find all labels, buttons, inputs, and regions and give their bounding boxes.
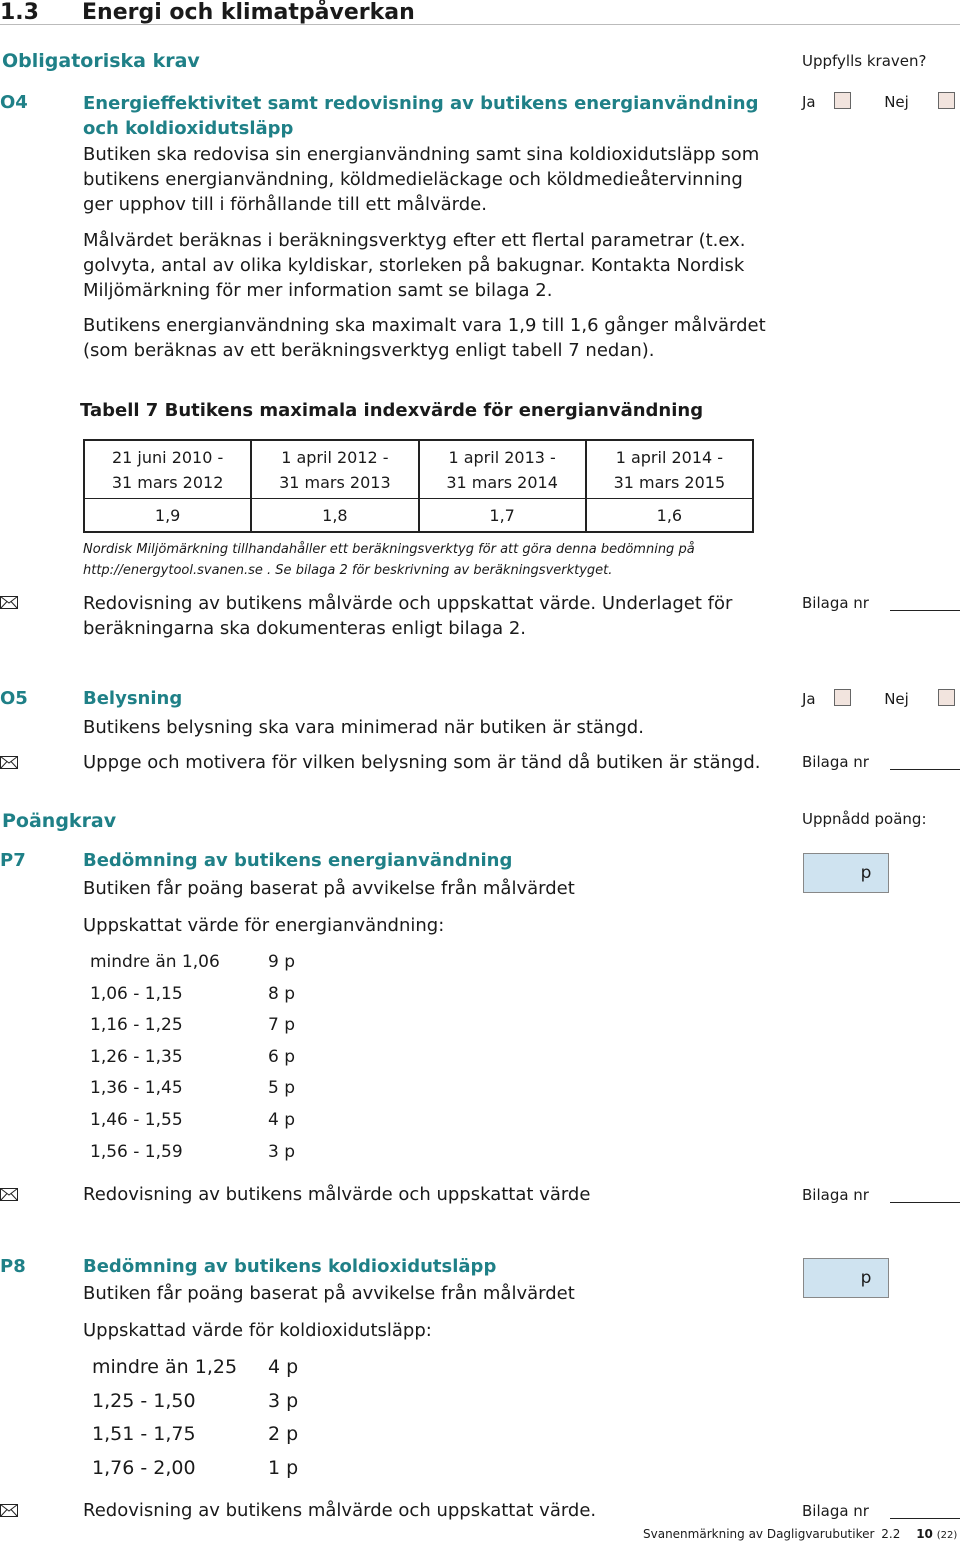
header-line: 31 mars 2015 bbox=[613, 473, 726, 492]
bilaga-label: Bilaga nr bbox=[802, 594, 869, 612]
header-line: 31 mars 2012 bbox=[111, 473, 224, 492]
scale-points: 4 p bbox=[268, 1110, 296, 1130]
p7-text: Butiken får poäng baserat på avvikelse från målvärdet bbox=[83, 878, 575, 899]
envelope-icon bbox=[0, 756, 18, 769]
text-line: Butikens energianvändning ska maximalt vara 1,9 till 1,6 gånger målvärdet bbox=[83, 315, 766, 336]
text-line: ger upphov till i förhållande till ett målvärde. bbox=[83, 194, 487, 215]
index-table bbox=[83, 439, 754, 533]
section-title bbox=[0, 0, 960, 25]
header-line: 31 mars 2014 bbox=[446, 473, 558, 492]
scale-points: 8 p bbox=[268, 984, 296, 1004]
scale-points: 3 p bbox=[268, 1390, 299, 1412]
o5-title: Belysning bbox=[83, 688, 183, 709]
section-number: 1.3 bbox=[0, 0, 39, 25]
bilaga-input-line[interactable] bbox=[890, 1518, 960, 1519]
scale-range: 1,56 - 1,59 bbox=[90, 1142, 183, 1162]
scale-points: 5 p bbox=[268, 1078, 296, 1098]
nej-label: Nej bbox=[884, 690, 909, 708]
text-line: Målvärdet beräknas i beräkningsverktyg efter ett flertal parametrar (t.ex. bbox=[83, 230, 746, 251]
scale-points: 1 p bbox=[268, 1457, 299, 1479]
envelope-icon bbox=[0, 1504, 18, 1517]
o5-code: O5 bbox=[0, 688, 28, 709]
uppnadd-label: Uppnådd poäng: bbox=[802, 810, 927, 828]
bilaga-label: Bilaga nr bbox=[802, 1186, 869, 1204]
p7-redovisning: Redovisning av butikens målvärde och uppskattat värde bbox=[83, 1184, 591, 1205]
section-title-text: Energi och klimatpåverkan bbox=[82, 0, 415, 25]
footer-version: 2.2 bbox=[881, 1527, 901, 1541]
p8-title: Bedömning av butikens koldioxidutsläpp bbox=[83, 1256, 497, 1277]
header-line: 21 juni 2010 - bbox=[111, 448, 224, 467]
note-line: Nordisk Miljömärkning tillhandahåller ett beräkningsverktyg för att göra denna bedömning på bbox=[83, 542, 695, 557]
footer-total-pages: (22) bbox=[936, 1530, 958, 1541]
o4-code: O4 bbox=[0, 92, 28, 113]
nej-label: Nej bbox=[884, 93, 909, 111]
bilaga-input-line[interactable] bbox=[890, 1202, 960, 1203]
table-header-cell bbox=[84, 440, 251, 499]
text-line: golvyta, antal av olika kyldiskar, storleken på bakugnar. Kontakta Nordisk bbox=[83, 255, 745, 276]
p8-text: Butiken får poäng baserat på avvikelse från målvärdet bbox=[83, 1283, 575, 1304]
table-title: Tabell 7 Butikens maximala indexvärde för energianvändning bbox=[80, 400, 704, 421]
o4-paragraph-1 bbox=[83, 142, 759, 217]
text-line: Butiken ska redovisa sin energianvändning samt sina koldioxidutsläpp som bbox=[83, 144, 760, 165]
table-value-cell: 1,8 bbox=[251, 499, 418, 533]
table-header-cell bbox=[251, 440, 418, 499]
obligatoriska-heading: Obligatoriska krav bbox=[2, 50, 200, 72]
o5-bilaga bbox=[802, 753, 869, 771]
header-line: 1 april 2013 - bbox=[448, 448, 556, 467]
scale-range: mindre än 1,06 bbox=[90, 952, 220, 972]
text-line: butikens energianvändning, köldmedieläckage och köldmedieåtervinning bbox=[83, 169, 743, 190]
o4-checkboxes bbox=[802, 92, 960, 111]
text-line: beräkningarna ska dokumenteras enligt bilaga 2. bbox=[83, 618, 527, 639]
bilaga-input-line[interactable] bbox=[890, 610, 960, 611]
scale-points: 9 p bbox=[268, 952, 296, 972]
o5-text: Butikens belysning ska vara minimerad när butiken är stängd. bbox=[83, 717, 644, 738]
o4-title-line2: och koldioxidutsläpp bbox=[83, 118, 294, 139]
p8-points-box[interactable] bbox=[803, 1258, 889, 1298]
o4-paragraph-2 bbox=[83, 228, 746, 303]
table-value-cell: 1,6 bbox=[586, 499, 753, 533]
scale-range: 1,46 - 1,55 bbox=[90, 1110, 183, 1130]
text-line: Redovisning av butikens målvärde och uppskattat värde. Underlaget för bbox=[83, 593, 733, 614]
ja-label: Ja bbox=[802, 690, 816, 708]
o4-paragraph-3 bbox=[83, 313, 766, 363]
scale-range: 1,76 - 2,00 bbox=[92, 1457, 196, 1479]
poangkrav-heading: Poängkrav bbox=[2, 810, 117, 832]
points-unit: p bbox=[860, 863, 872, 883]
footer-page-number: 10 bbox=[916, 1527, 933, 1541]
header-line: 31 mars 2013 bbox=[279, 473, 391, 492]
scale-range: 1,51 - 1,75 bbox=[92, 1423, 196, 1445]
bilaga-input-line[interactable] bbox=[890, 769, 960, 770]
scale-points: 7 p bbox=[268, 1015, 296, 1035]
text-line: Miljömärkning för mer information samt se bilaga 2. bbox=[83, 280, 553, 301]
p8-redovisning: Redovisning av butikens målvärde och uppskattat värde. bbox=[83, 1500, 597, 1521]
p8-bilaga bbox=[802, 1502, 869, 1520]
envelope-icon bbox=[0, 596, 18, 609]
points-unit: p bbox=[860, 1268, 872, 1288]
p8-code: P8 bbox=[0, 1256, 26, 1277]
uppfylls-label: Uppfylls kraven? bbox=[802, 52, 927, 70]
footer bbox=[643, 1527, 957, 1541]
nej-checkbox[interactable] bbox=[938, 92, 955, 109]
scale-range: 1,06 - 1,15 bbox=[90, 984, 183, 1004]
ja-checkbox[interactable] bbox=[834, 689, 851, 706]
scale-range: 1,25 - 1,50 bbox=[92, 1390, 196, 1412]
table-value-cell: 1,7 bbox=[419, 499, 586, 533]
table-header-cell bbox=[586, 440, 753, 499]
bilaga-label: Bilaga nr bbox=[802, 753, 869, 771]
p7-sub: Uppskattat värde för energianvändning: bbox=[83, 915, 445, 936]
scale-points: 3 p bbox=[268, 1142, 296, 1162]
o4-title bbox=[83, 91, 758, 141]
scale-range: 1,26 - 1,35 bbox=[90, 1047, 183, 1067]
nej-checkbox[interactable] bbox=[938, 689, 955, 706]
scale-points: 6 p bbox=[268, 1047, 296, 1067]
envelope-icon bbox=[0, 1188, 18, 1201]
ja-label: Ja bbox=[802, 93, 816, 111]
header-line: 1 april 2012 - bbox=[281, 448, 389, 467]
p8-sub: Uppskattad värde för koldioxidutsläpp: bbox=[83, 1320, 432, 1341]
p7-points-box[interactable] bbox=[803, 853, 889, 893]
header-line: 1 april 2014 - bbox=[615, 448, 724, 467]
note-line: http://energytool.svanen.se . Se bilaga 2 för beskrivning av beräkningsverktyget. bbox=[83, 563, 613, 578]
text-line: (som beräknas av ett beräkningsverktyg enligt tabell 7 nedan). bbox=[83, 340, 655, 361]
p7-code: P7 bbox=[0, 850, 26, 871]
bilaga-label: Bilaga nr bbox=[802, 1502, 869, 1520]
scale-range: mindre än 1,25 bbox=[92, 1356, 238, 1378]
footer-doc-title: Svanenmärkning av Dagligvarubutiker bbox=[643, 1527, 875, 1541]
p7-bilaga bbox=[802, 1186, 869, 1204]
table-header-cell bbox=[419, 440, 586, 499]
o5-checkboxes bbox=[802, 689, 960, 708]
scale-range: 1,36 - 1,45 bbox=[90, 1078, 183, 1098]
scale-range: 1,16 - 1,25 bbox=[90, 1015, 183, 1035]
o4-redovisning bbox=[83, 591, 732, 641]
scale-points: 2 p bbox=[268, 1423, 299, 1445]
ja-checkbox[interactable] bbox=[834, 92, 851, 109]
o4-bilaga bbox=[802, 594, 869, 612]
table-value-cell: 1,9 bbox=[84, 499, 251, 533]
o4-title-line1: Energieffektivitet samt redovisning av butikens energianvändning bbox=[83, 93, 759, 114]
scale-points: 4 p bbox=[268, 1356, 299, 1378]
p7-title: Bedömning av butikens energianvändning bbox=[83, 850, 513, 871]
o5-redovisning: Uppge och motivera för vilken belysning som är tänd då butiken är stängd. bbox=[83, 752, 761, 773]
table-note bbox=[83, 539, 695, 581]
